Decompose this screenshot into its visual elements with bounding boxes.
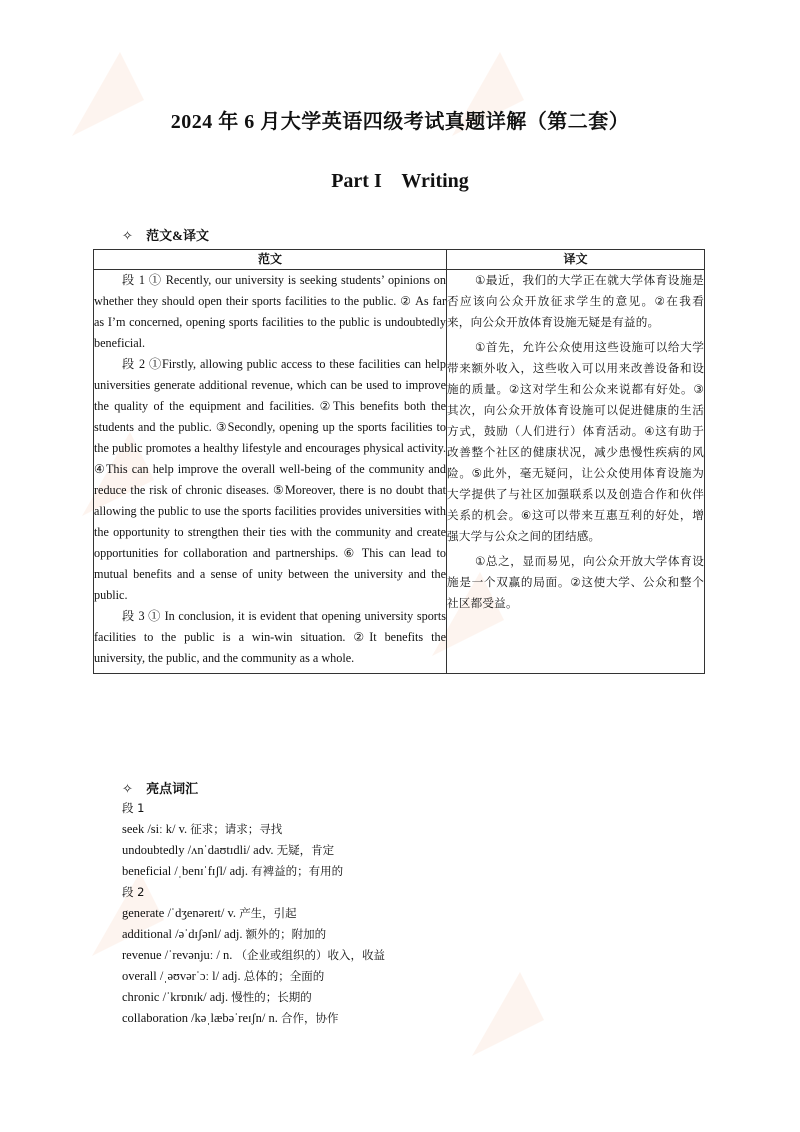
- vocab-entry: [122, 819, 385, 840]
- vocab-word: generate /ˈdʒenəreɪt/ v.: [122, 906, 237, 920]
- vocab-entry: [122, 966, 385, 987]
- vocab-word: collaboration /kəˌlæbəˈreɪʃn/ n.: [122, 1011, 278, 1025]
- section-heading-text: 亮点词汇: [146, 781, 199, 796]
- watermark-logo: [460, 960, 580, 1080]
- part-title: Part I Writing: [331, 170, 469, 192]
- vocab-word: beneficial /ˌbenɪˈfɪʃl/ adj.: [122, 864, 248, 878]
- vocab-meaning: 无疑，肯定: [276, 843, 335, 857]
- vocab-entry: [122, 924, 385, 945]
- essay-paragraph: 段 1 ① Recently, our university is seeking students’ opinions on whether they should open their sports facilities to the public. ② As far as I’m concerned, opening sports facilities to the public is undoubtedly beneficial.: [94, 273, 446, 350]
- vocab-word: additional /əˈdɪʃənl/ adj.: [122, 927, 243, 941]
- vocab-meaning: 有裨益的；有用的: [251, 864, 344, 878]
- vocab-word: undoubtedly /ʌnˈdaʊtɪdli/ adv.: [122, 843, 274, 857]
- section-heading-sample: [122, 225, 209, 244]
- section-heading-text: 范文&译文: [146, 228, 209, 243]
- sample-essay-cell: [94, 270, 447, 674]
- table-header-row: [94, 250, 705, 270]
- translation-paragraph: ①首先，允许公众使用这些设施可以给大学带来额外收入，这些收入可以用来改善设备和设施的质量。②这对学生和公众来说都有好处。③其次，向公众开放体育设施可以促进健康的生活方式，鼓励（人们进行）体育活动。④这有助于改善整个社区的健康状况，减少患慢性疾病的风险。⑤此外，毫无疑问，让公众使用体育设施为大学提供了与社区加强联系以及创造合作和伙伴关系的机会。⑥这可以带来互惠互利的好处，增强大学与公众之间的团结感。: [447, 340, 704, 543]
- vocab-entry: [122, 840, 385, 861]
- vocab-meaning: 征求；请求；寻找: [190, 822, 283, 836]
- translation-cell: [447, 270, 705, 674]
- star-bullet-icon: ✧: [122, 781, 133, 796]
- vocab-group-label: 段 1: [122, 801, 145, 815]
- section-heading-vocab: [122, 778, 198, 797]
- table-body-row: [94, 270, 705, 674]
- document-title: 2024 年 6 月大学英语四级考试真题详解（第二套）: [170, 111, 630, 133]
- vocab-word: overall /ˌəʊvərˈɔː l/ adj.: [122, 969, 241, 983]
- essay-table: [93, 249, 705, 674]
- star-bullet-icon: ✧: [122, 228, 133, 243]
- vocab-entry: [122, 903, 385, 924]
- vocabulary-list: [122, 798, 385, 1029]
- watermark-logo: [440, 40, 560, 160]
- vocab-word: chronic /ˈkrɒnɪk/ adj.: [122, 990, 229, 1004]
- vocab-group-label: 段 2: [122, 885, 145, 899]
- header-sample-essay: 范文: [94, 250, 447, 270]
- vocab-meaning: （企业或组织的）收入，收益: [235, 948, 385, 962]
- essay-paragraph: 段 3 ① In conclusion, it is evident that opening university sports facilities to the public is a win-win situation. ②It benefits the university, the public, and the community as a whole.: [94, 609, 446, 665]
- essay-paragraph: 段 2 ①Firstly, allowing public access to these facilities can help universities generate additional revenue, which can be used to improve the quality of the equipment and facilities. ②This benefits both the students and the public. ③Secondly, opening up the sports facilities to the public promotes a healthy lifestyle and encourages physical activity. ④This can help improve the overall well-being of the community and reduce the risk of chronic diseases. ⑤Moreover, there is no doubt that allowing the public to use the sports facilities provides universities with the opportunity to strengthen their ties with the community and create opportunities for collaboration and partnerships. ⑥ This can lead to mutual benefits and a sense of unity between the university and the public.: [94, 357, 446, 602]
- vocab-entry: [122, 945, 385, 966]
- vocab-meaning: 总体的；全面的: [243, 969, 325, 983]
- header-translation: 译文: [447, 250, 705, 270]
- vocab-entry: [122, 987, 385, 1008]
- vocab-word: seek /siː k/ v.: [122, 822, 188, 836]
- watermark-logo: [60, 40, 180, 160]
- translation-paragraph: ①总之，显而易见，向公众开放大学体育设施是一个双赢的局面。②这使大学、公众和整个社区都受益。: [447, 554, 704, 610]
- vocab-word: revenue /ˈrevənjuː / n.: [122, 948, 233, 962]
- vocab-meaning: 产生，引起: [239, 906, 297, 920]
- vocab-meaning: 合作，协作: [280, 1011, 339, 1025]
- vocab-entry: [122, 861, 385, 882]
- vocab-entry: [122, 1008, 385, 1029]
- vocab-meaning: 额外的；附加的: [245, 927, 327, 941]
- translation-paragraph: ①最近，我们的大学正在就大学体育设施是否应该向公众开放征求学生的意见。②在我看来，向公众开放体育设施无疑是有益的。: [447, 273, 704, 329]
- vocab-meaning: 慢性的；长期的: [231, 990, 312, 1004]
